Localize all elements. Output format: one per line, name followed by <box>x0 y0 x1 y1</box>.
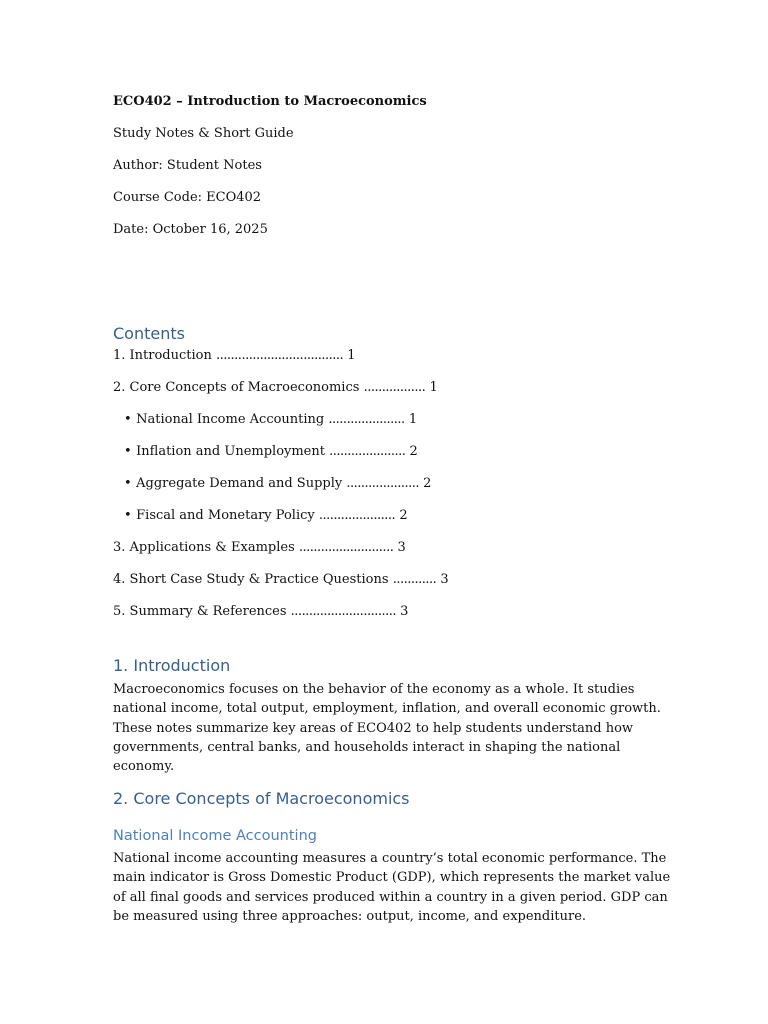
toc-item-label: Fiscal and Monetary Policy <box>136 508 315 523</box>
national-income-paragraph: National income accounting measures a country’s total economic performance. The main indicator is Gross Domestic Product (GDP), which represents the market value of all final goods and services produced within a country in a given period. GDP can be measured using three approaches: output, income, and expenditure. <box>113 851 671 924</box>
toc-leader: ............................. <box>290 604 397 619</box>
section-heading-introduction: 1. Introduction <box>113 656 231 675</box>
toc-leader: .......................... <box>298 540 394 555</box>
bullet-icon: • <box>124 412 132 427</box>
toc-page-number: 2 <box>423 476 432 491</box>
toc-leader: ............ <box>392 572 437 587</box>
bullet-icon: • <box>124 508 132 523</box>
document-date: Date: October 16, 2025 <box>113 222 268 237</box>
toc-item-label: 1. Introduction <box>113 348 212 363</box>
toc-subitem[interactable] <box>124 508 408 524</box>
toc-page-number: 1 <box>347 348 356 363</box>
toc-item-label: 4. Short Case Study & Practice Questions <box>113 572 389 587</box>
section-heading-core-concepts: 2. Core Concepts of Macroeconomics <box>113 789 410 808</box>
toc-item-label: 2. Core Concepts of Macroeconomics <box>113 380 360 395</box>
document-course-code: Course Code: ECO402 <box>113 190 262 205</box>
document-subtitle: Study Notes & Short Guide <box>113 126 294 141</box>
toc-page-number: 3 <box>440 572 449 587</box>
toc-item[interactable] <box>113 540 406 556</box>
bullet-icon: • <box>124 476 132 491</box>
document-author: Author: Student Notes <box>113 158 262 173</box>
toc-subitem[interactable] <box>124 412 417 428</box>
bullet-icon: • <box>124 444 132 459</box>
toc-item-label: 5. Summary & References <box>113 604 287 619</box>
subsection-heading-national-income: National Income Accounting <box>113 828 317 844</box>
toc-item[interactable] <box>113 380 438 396</box>
introduction-paragraph: Macroeconomics focuses on the behavior of the economy as a whole. It studies national income, total output, employment, inflation, and overall economic growth. These notes summarize key areas of ECO402 to help students understand how governments, central banks, and households interact in shaping the national economy. <box>113 682 661 775</box>
toc-subitem[interactable] <box>124 476 431 492</box>
toc-leader: .................... <box>346 476 420 491</box>
toc-page-number: 2 <box>409 444 418 459</box>
toc-page-number: 2 <box>399 508 408 523</box>
toc-leader: ................. <box>363 380 426 395</box>
toc-page-number: 1 <box>408 412 418 427</box>
toc-item-label: 3. Applications & Examples <box>113 540 295 555</box>
toc-item[interactable] <box>113 572 449 588</box>
document-title: ECO402 – Introduction to Macroeconomics <box>113 94 427 109</box>
toc-leader: ................................... <box>216 348 344 363</box>
toc-page-number: 1 <box>429 380 438 395</box>
toc-item-label: Aggregate Demand and Supply <box>136 476 343 491</box>
toc-item-label: Inflation and Unemployment <box>136 444 325 459</box>
toc-leader: ..................... <box>318 508 396 523</box>
contents-heading: Contents <box>113 324 185 343</box>
toc-subitem[interactable] <box>124 444 418 460</box>
toc-page-number: 3 <box>397 540 406 555</box>
toc-item[interactable] <box>113 604 408 620</box>
toc-leader: ..................... <box>328 412 405 427</box>
toc-page-number: 3 <box>400 604 409 619</box>
toc-item[interactable] <box>113 348 356 364</box>
toc-item-label: National Income Accounting <box>136 412 325 427</box>
toc-leader: ..................... <box>329 444 406 459</box>
